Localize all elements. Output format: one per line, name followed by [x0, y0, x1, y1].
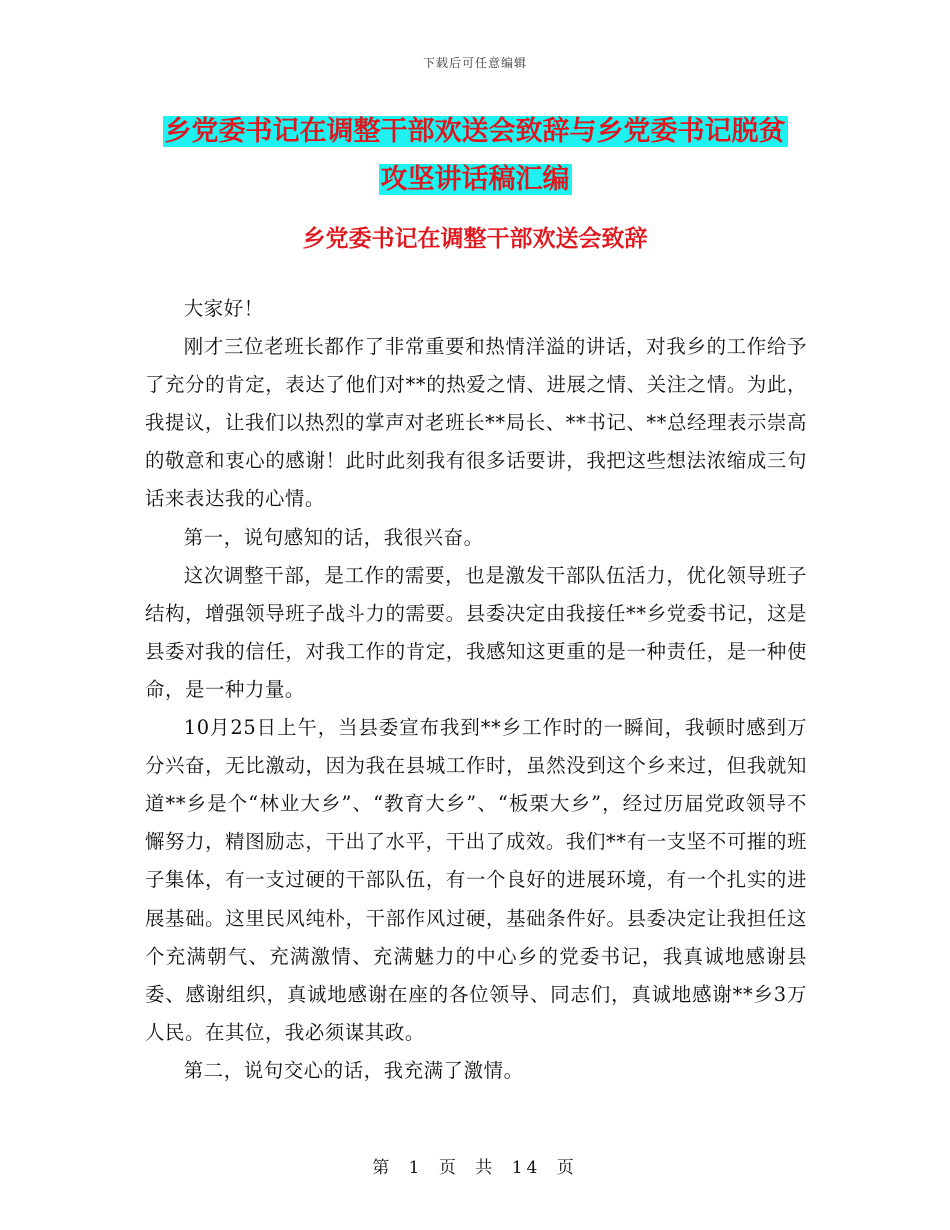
paragraph: 刚才三位老班长都作了非常重要和热情洋溢的讲话，对我乡的工作给予了充分的肯定，表达了他们对**的热爱之情、进展之情、关注之情。为此，我提议，让我们以热烈的掌声对老班长**局长、**书记、**总经理表示崇高的敬意和衷心的感谢！此时此刻我有很多话要讲，我把这些想法浓缩成三句话来表达我的心情。 — [145, 335, 807, 511]
section-title: 乡党委书记在调整干部欢送会致辞 — [302, 226, 648, 252]
paragraph: 第一，说句感知的话，我很兴奋。 — [183, 525, 484, 549]
header-note: 下载后可任意编辑 — [422, 56, 527, 70]
paragraph: 10月25日上午，当县委宣布我到**乡工作时的一瞬间，我顿时感到万分兴奋，无比激动，因为我在县城工作时，虽然没到这个乡来过，但我就知道**乡是个“林业大乡”、“教育大乡”、“板栗大乡”，经过历届党政领导不懈努力，精图励志，干出了水平，干出了成效。我们**有一支坚不可摧的班子集体，有一支过硬的干部队伍，有一个良好的进展环境，有一个扎实的进展基础。这里民风纯朴，干部作风过硬，基础条件好。县委决定让我担任这个充满朝气、充满激情、充满魅力的中心乡的党委书记，我真诚地感谢县委、感谢组织，真诚地感谢在座的各位领导、同志们，真诚地感谢**乡3万人民。在其位，我必须谋其政。 — [145, 716, 807, 1044]
page-number-footer: 第 1 页 共 14 页 — [372, 1158, 578, 1178]
document-title — [140, 108, 810, 204]
paragraph: 这次调整干部，是工作的需要，也是激发干部队伍活力，优化领导班子结构，增强领导班子战斗力的需要。县委决定由我接任**乡党委书记，这是县委对我的信任，对我工作的肯定，我感知这更重的是一种责任，是一种使命，是一种力量。 — [145, 563, 807, 701]
document-title-line-2: 攻坚讲话稿汇编 — [380, 164, 570, 195]
body-text — [145, 290, 807, 1090]
document-title-line-1: 乡党委书记在调整干部欢送会致辞与乡党委书记脱贫 — [164, 116, 786, 147]
paragraph: 第二，说句交心的话，我充满了激情。 — [183, 1058, 524, 1082]
paragraph: 大家好！ — [183, 297, 264, 320]
